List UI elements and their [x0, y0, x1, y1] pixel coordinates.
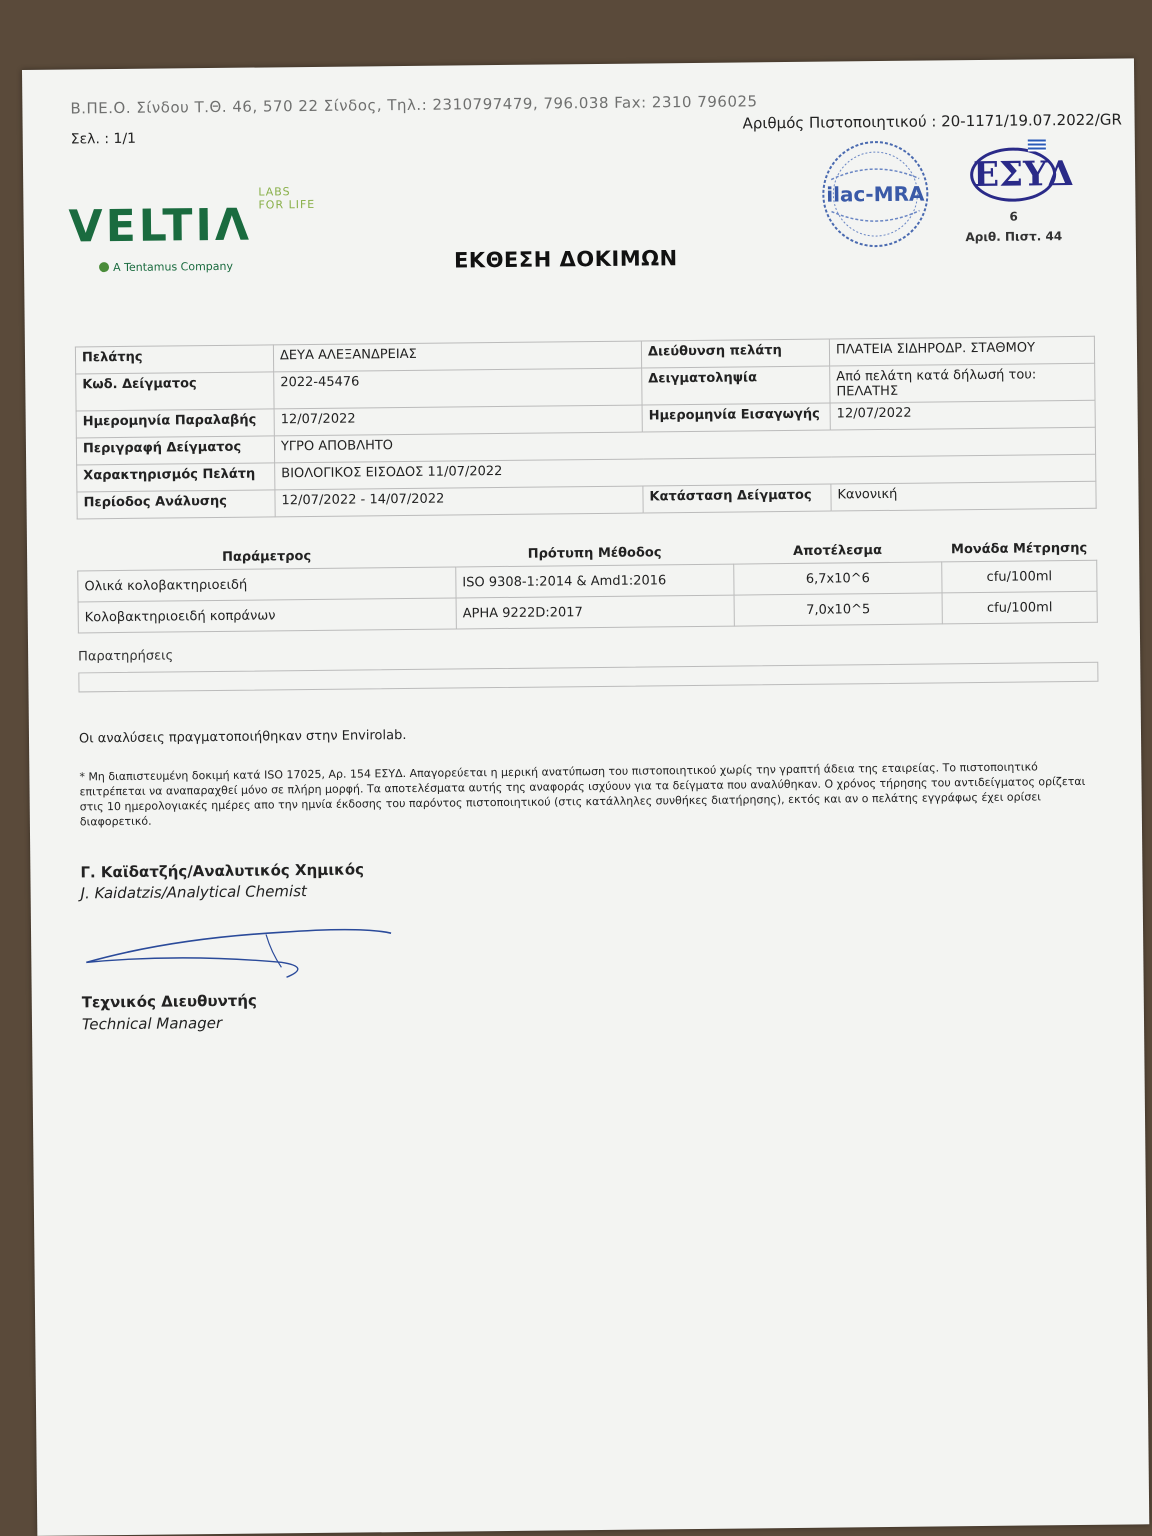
unit-cell: cfu/100ml: [942, 560, 1097, 593]
logo-tagline-1: LABS: [258, 185, 291, 199]
result-cell: 7,0x10^5: [734, 593, 942, 626]
parameter-cell: Ολικά κολοβακτηριοειδή: [78, 567, 456, 602]
col-unit: Μονάδα Μέτρησης: [950, 540, 1088, 558]
client-value: ΔΕΥΑ ΑΛΕΞΑΝΔΡΕΙΑΣ: [273, 341, 641, 372]
remarks-box: [78, 662, 1098, 693]
received-label: Ημερομηνία Παραλαβής: [76, 409, 274, 438]
sample-code-label: Κωδ. Δείγματος: [76, 372, 274, 411]
client-char-label: Χαρακτηρισμός Πελάτη: [77, 463, 275, 492]
disclaimer-text: * Μη διαπιστευμένη δοκιμή κατά ISO 17025, Αρ. 154 ΕΣΥΔ. Απαγορεύεται η μερική ανατύπωση του πιστοποιητικού χωρίς την γραπτή άδεια της εταιρείας. Το πιστοποιητικό επιτρέπεται να αναπαραχθεί μόνο σε πλήρη μορφή. Τα αποτελέσματα αυτής της αναφοράς ισχύουν για τα δείγματα που αναλύθηκαν. Ο χρόνος τήρησης του αντιδείγματος ορίζεται στις 10 ημερολογιακές ημέρες απο την ημνία έκδοσης του παρόντος πιστοποιητικού (στις κατάλληλες συνθήκες διατήρησης), εκτός και αν ο πελάτης εγγράφως έχει ορίσει διαφορετικό.: [79, 760, 1086, 829]
col-result: Αποτέλεσμα: [793, 543, 883, 559]
description-value: ΥΓΡΟ ΑΠΟΒΛΗΤΟ: [274, 427, 1095, 463]
esyd-badge: [958, 139, 1074, 250]
handwritten-signature-icon: [81, 921, 412, 994]
result-cell: 6,7x10^6: [734, 562, 942, 595]
results-table: [77, 537, 1098, 634]
remarks-section: [78, 639, 1098, 693]
ilac-text: ilac-MRA: [826, 181, 925, 207]
client-char-value: ΒΙΟΛΟΓΙΚΟΣ ΕΙΣΟΔΟΣ 11/07/2022: [275, 454, 1096, 490]
certificate-number: Αριθμός Πιστοποιητικού : 20-1171/19.07.2022/GR: [742, 110, 1122, 133]
period-value: 12/07/2022 - 14/07/2022: [275, 486, 643, 517]
header-address-line: Β.ΠΕ.Ο. Σίνδου Τ.Θ. 46, 570 22 Σίνδος, Τηλ.: 2310797479, 796.038 Fax: 2310 796025: [70, 92, 758, 118]
sampling-label: Δειγματοληψία: [642, 366, 830, 405]
tentamus-icon: [99, 262, 109, 272]
document-title: ΕΚΘΕΣΗ ΔΟΚΙΜΩΝ: [453, 246, 678, 273]
sampling-line-1: Από πελάτη κατά δήλωσή του:: [836, 367, 1037, 385]
remarks-label: Παρατηρήσεις: [78, 648, 174, 665]
unit-cell: cfu/100ml: [942, 591, 1097, 624]
received-value: 12/07/2022: [274, 405, 642, 436]
col-parameter: Παράμετρος: [221, 548, 312, 565]
status-label: Κατάσταση Δείγματος: [643, 484, 831, 513]
logo-tagline-2: FOR LIFE: [258, 197, 316, 212]
envirolab-note: Οι αναλύσεις πραγματοποιήθηκαν στην Envirolab.: [78, 728, 407, 747]
veltia-logo: [68, 184, 359, 297]
sample-code-value: 2022-45476: [274, 368, 642, 409]
sampling-value: [830, 363, 1095, 403]
method-cell: ISO 9308-1:2014 & Amd1:2016: [456, 564, 734, 598]
manager-title-en: Technical Manager: [81, 1013, 223, 1034]
sampling-line-2: ΠΕΛΑΤΗΣ: [836, 383, 899, 400]
logo-tagline: [258, 185, 315, 212]
page-number: Σελ. : 1/1: [70, 130, 137, 148]
greek-flag-icon: [1028, 139, 1046, 151]
sample-info-table: [75, 336, 1097, 520]
parameter-cell: Κολοβακτηριοειδή κοπράνων: [78, 598, 456, 633]
logo-company-text: A Tentamus Company: [113, 259, 234, 275]
esyd-cert-number: Αριθ. Πιστ. 44: [965, 229, 1063, 245]
chemist-name-gr: Γ. Καϊδατζής/Αναλυτικός Χημικός: [80, 860, 365, 882]
chemist-name-en: J. Kaidatzis/Analytical Chemist: [80, 882, 307, 903]
method-cell: APHA 9222D:2017: [456, 595, 734, 629]
ilac-mra-stamp-icon: [813, 138, 939, 249]
document-page: [22, 58, 1149, 1536]
esyd-logo: ΕΣΥΔ: [970, 147, 1057, 202]
col-method: Πρότυπη Μέθοδος: [527, 545, 662, 562]
client-label: Πελάτης: [75, 345, 273, 374]
logo-company: [99, 260, 233, 274]
client-address-label: Διεύθυνση πελάτη: [641, 339, 829, 368]
esyd-number: 6: [1009, 209, 1018, 224]
description-label: Περιγραφή Δείγματος: [76, 436, 274, 465]
manager-title-gr: Τεχνικός Διευθυντής: [81, 991, 257, 1012]
entry-label: Ημερομηνία Εισαγωγής: [642, 403, 830, 432]
status-value: Κανονική: [831, 481, 1096, 511]
period-label: Περίοδος Ανάλυσης: [77, 490, 275, 519]
client-address-value: ΠΛΑΤΕΙΑ ΣΙΔΗΡΟΔΡ. ΣΤΑΘΜΟΥ: [829, 336, 1094, 366]
entry-value: 12/07/2022: [830, 400, 1095, 430]
logo-brand: VELTIΛ: [68, 199, 253, 253]
